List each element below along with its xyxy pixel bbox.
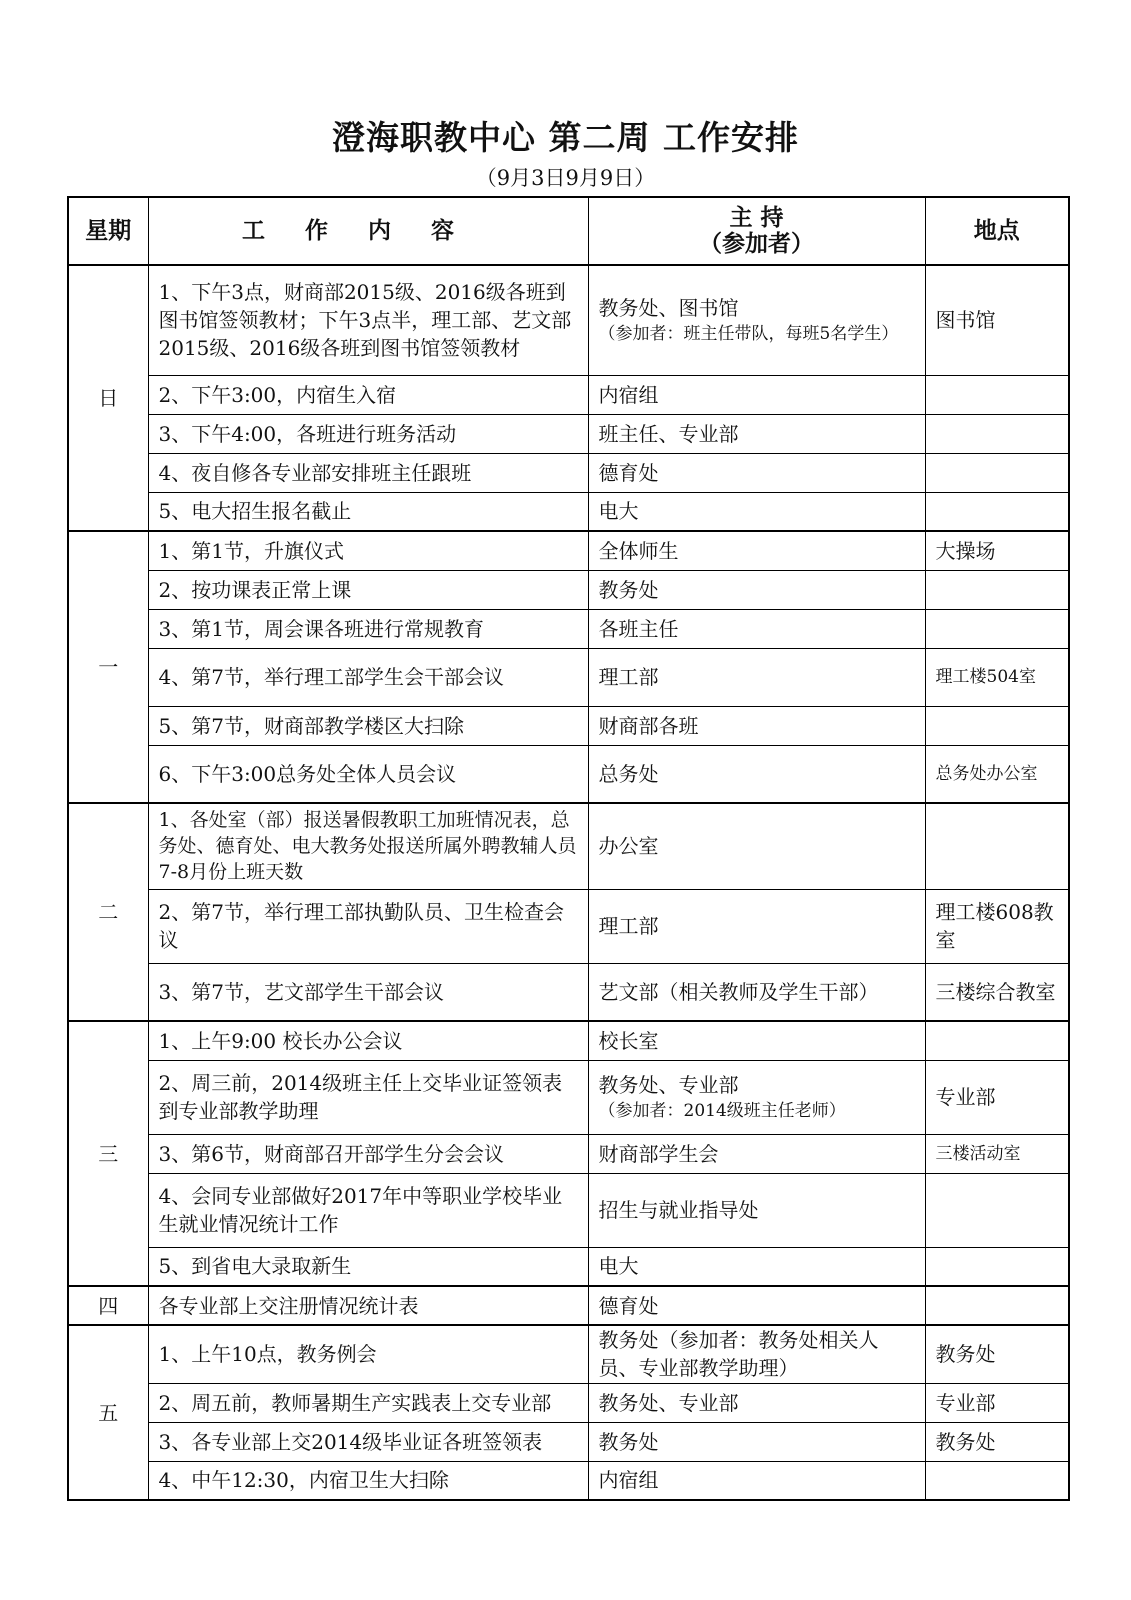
host-text: 教务处、专业部	[598, 1073, 739, 1097]
day-cell-fri: 五	[68, 1325, 148, 1500]
host-cell: 财商部学生会	[588, 1134, 925, 1173]
host-cell: 电大	[588, 1247, 925, 1286]
task-cell: 各专业部上交注册情况统计表	[148, 1286, 588, 1325]
host-cell: 理工部	[588, 889, 925, 963]
place-cell	[925, 570, 1069, 609]
host-cell: 各班主任	[588, 609, 925, 648]
host-cell: 电大	[588, 492, 925, 531]
task-cell: 3、第1节，周会课各班进行常规教育	[148, 609, 588, 648]
place-cell	[925, 609, 1069, 648]
page-title: 澄海职教中心 第二周 工作安排	[332, 118, 799, 157]
place-cell: 图书馆	[925, 265, 1069, 375]
day-cell-tue: 二	[68, 803, 148, 1021]
task-cell: 3、第6节，财商部召开部学生分会会议	[148, 1134, 588, 1173]
task-cell: 4、会同专业部做好2017年中等职业学校毕业生就业情况统计工作	[148, 1173, 588, 1247]
host-cell: 教务处	[588, 570, 925, 609]
host-cell: 德育处	[588, 453, 925, 492]
task-cell: 1、上午10点，教务例会	[148, 1325, 588, 1383]
task-cell: 5、第7节，财商部教学楼区大扫除	[148, 706, 588, 745]
table-row	[68, 265, 1069, 375]
place-cell	[925, 453, 1069, 492]
task-cell: 2、下午3:00，内宿生入宿	[148, 375, 588, 414]
table-row	[68, 414, 1069, 453]
table-row	[68, 1286, 1069, 1325]
host-cell: 办公室	[588, 803, 925, 889]
host-cell: 内宿组	[588, 1461, 925, 1500]
date-range: （9月3日9月9日）	[475, 166, 656, 190]
place-cell: 教务处	[925, 1422, 1069, 1461]
table-row	[68, 492, 1069, 531]
table-row	[68, 1461, 1069, 1500]
table-row	[68, 453, 1069, 492]
table-row	[68, 1173, 1069, 1247]
host-cell: 德育处	[588, 1286, 925, 1325]
place-cell	[925, 1021, 1069, 1060]
table-row	[68, 570, 1069, 609]
place-cell	[925, 375, 1069, 414]
table-row	[68, 531, 1069, 570]
table-row	[68, 648, 1069, 706]
place-cell: 理工楼504室	[925, 648, 1069, 706]
host-cell: 教务处	[588, 1422, 925, 1461]
table-row	[68, 889, 1069, 963]
host-cell: 班主任、专业部	[588, 414, 925, 453]
task-cell: 3、下午4:00，各班进行班务活动	[148, 414, 588, 453]
host-cell: 艺文部（相关教师及学生干部）	[588, 963, 925, 1021]
task-cell: 3、第7节，艺文部学生干部会议	[148, 963, 588, 1021]
task-cell: 3、各专业部上交2014级毕业证各班签领表	[148, 1422, 588, 1461]
place-cell: 教务处	[925, 1325, 1069, 1383]
task-cell: 4、第7节，举行理工部学生会干部会议	[148, 648, 588, 706]
participants-note: （参加者：班主任带队，每班5名学生）	[598, 324, 899, 345]
place-cell	[925, 1247, 1069, 1286]
place-cell: 三楼综合教室	[925, 963, 1069, 1021]
place-cell	[925, 1461, 1069, 1500]
host-cell: 教务处（参加者：教务处相关人员、专业部教学助理）	[588, 1325, 925, 1383]
table-row	[68, 706, 1069, 745]
host-cell: 总务处	[588, 745, 925, 803]
place-cell	[925, 492, 1069, 531]
host-cell: 理工部	[588, 648, 925, 706]
task-cell: 5、电大招生报名截止	[148, 492, 588, 531]
header-host-line1: 主 持	[729, 205, 784, 231]
place-cell: 总务处办公室	[925, 745, 1069, 803]
host-text: 教务处、图书馆	[598, 296, 739, 321]
host-cell: 教务处、专业部	[588, 1383, 925, 1422]
task-cell: 5、到省电大录取新生	[148, 1247, 588, 1286]
schedule-table	[67, 196, 1070, 1501]
table-row	[68, 1134, 1069, 1173]
task-cell: 2、周五前，教师暑期生产实践表上交专业部	[148, 1383, 588, 1422]
place-cell	[925, 1173, 1069, 1247]
host-cell: 财商部各班	[588, 706, 925, 745]
task-cell: 2、按功课表正常上课	[148, 570, 588, 609]
host-cell: 全体师生	[588, 531, 925, 570]
task-cell: 1、下午3点，财商部2015级、2016级各班到图书馆签领教材；下午3点半，理工部、艺文部2015级、2016级各班到图书馆签领教材	[148, 265, 588, 375]
day-cell-mon: 一	[68, 531, 148, 803]
table-row	[68, 375, 1069, 414]
table-row	[68, 609, 1069, 648]
host-cell	[588, 1060, 925, 1134]
place-cell	[925, 803, 1069, 889]
task-cell: 4、中午12:30，内宿卫生大扫除	[148, 1461, 588, 1500]
place-cell: 专业部	[925, 1383, 1069, 1422]
task-cell: 2、第7节，举行理工部执勤队员、卫生检查会议	[148, 889, 588, 963]
table-row	[68, 745, 1069, 803]
header-host-line2: （参加者）	[699, 231, 814, 257]
place-cell: 专业部	[925, 1060, 1069, 1134]
task-cell: 1、各处室（部）报送暑假教职工加班情况表，总务处、德育处、电大教务处报送所属外聘教辅人员7-8月份上班天数	[148, 803, 588, 889]
place-cell: 大操场	[925, 531, 1069, 570]
place-cell: 三楼活动室	[925, 1134, 1069, 1173]
task-cell: 1、第1节，升旗仪式	[148, 531, 588, 570]
table-row	[68, 1021, 1069, 1060]
day-cell-sun: 日	[68, 265, 148, 531]
table-row	[68, 1422, 1069, 1461]
task-cell: 2、周三前，2014级班主任上交毕业证签领表到专业部教学助理	[148, 1060, 588, 1134]
table-row	[68, 1247, 1069, 1286]
place-cell	[925, 706, 1069, 745]
task-cell: 1、上午9:00 校长办公会议	[148, 1021, 588, 1060]
header-place: 地点	[925, 197, 1069, 265]
header-day: 星期	[68, 197, 148, 265]
place-cell: 理工楼608教室	[925, 889, 1069, 963]
task-cell: 4、夜自修各专业部安排班主任跟班	[148, 453, 588, 492]
place-cell	[925, 414, 1069, 453]
table-row	[68, 1060, 1069, 1134]
participants-note: （参加者：2014级班主任老师）	[598, 1101, 846, 1121]
header-row	[68, 197, 1069, 265]
host-cell: 校长室	[588, 1021, 925, 1060]
day-cell-wed: 三	[68, 1021, 148, 1286]
table-row	[68, 963, 1069, 1021]
table-row	[68, 803, 1069, 889]
host-cell: 招生与就业指导处	[588, 1173, 925, 1247]
header-host	[588, 197, 925, 265]
table-row	[68, 1325, 1069, 1383]
task-cell: 6、下午3:00总务处全体人员会议	[148, 745, 588, 803]
header-content: 工作内容	[148, 197, 588, 265]
table-row	[68, 1383, 1069, 1422]
day-cell-thu: 四	[68, 1286, 148, 1325]
host-cell	[588, 265, 925, 375]
host-cell: 内宿组	[588, 375, 925, 414]
place-cell	[925, 1286, 1069, 1325]
